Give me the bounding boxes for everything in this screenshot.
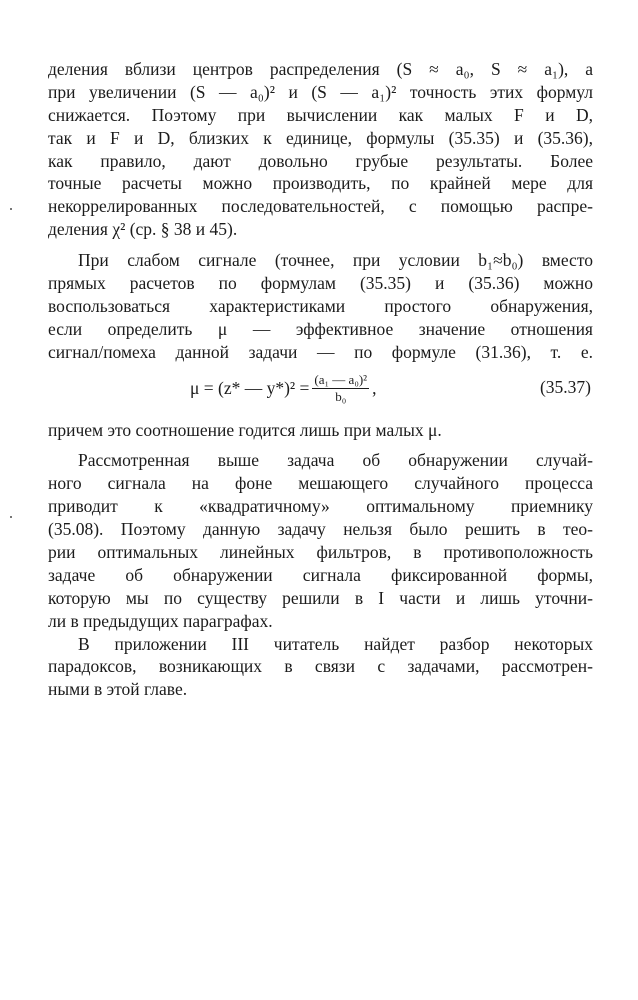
formula-lhs: μ = (z* — y*)² = <box>190 377 310 398</box>
text-line: прямых расчетов по формулам (35.35) и (35.36) можно <box>48 273 593 294</box>
text-line: точные расчеты можно производить, по крайней мере для <box>48 173 593 194</box>
formula-denominator: b₀ <box>335 388 347 404</box>
formula-35-37 <box>48 368 593 416</box>
paragraph-5 <box>48 633 593 702</box>
text-line: если определить μ — эффективное значение отношения <box>48 318 593 339</box>
paragraph-gap <box>48 241 593 249</box>
page-body <box>48 58 593 701</box>
paragraph-1 <box>48 58 593 241</box>
text-line: воспользоваться характеристиками простого обнаружения, <box>48 295 593 316</box>
text-line: снижается. Поэтому при вычислении как малых F и D, <box>48 104 593 125</box>
paragraph-3 <box>48 419 593 442</box>
paragraph-2 <box>48 249 593 363</box>
text-line: При слабом сигнале (точнее, при условии b₁≈b₀) вместо <box>78 250 593 271</box>
formula-tail: , <box>372 377 377 398</box>
text-line: рии оптимальных линейных фильтров, в противоположность <box>48 542 593 563</box>
text-line: ли в предыдущих параграфах. <box>48 610 273 631</box>
paragraph-4 <box>48 449 593 632</box>
text-line: Рассмотренная выше задача об обнаружении случай- <box>78 450 593 471</box>
text-line: приводит к «квадратичному» оптимальному приемнику <box>48 496 593 517</box>
text-line: которую мы по существу решили в I части и лишь уточни- <box>48 587 593 608</box>
text-line: задаче об обнаружении сигнала фиксированной формы, <box>48 564 593 585</box>
formula-expression <box>190 372 376 405</box>
text-line: парадоксов, возникающих в связи с задачами, рассмотрен- <box>48 656 593 677</box>
text-line: (35.08). Поэтому данную задачу нельзя было решить в тео- <box>48 519 593 540</box>
text-line: В приложении III читатель найдет разбор некоторых <box>78 633 593 654</box>
text-line: как правило, дают довольно грубые результаты. Более <box>48 150 593 171</box>
text-line: причем это соотношение годится лишь при малых μ. <box>48 419 442 440</box>
text-line: при увеличении (S — a₀)² и (S — a₁)² точность этих формул <box>48 81 593 102</box>
formula-numerator: (a₁ — a₀)² <box>314 371 368 387</box>
text-line: ного сигнала на фоне мешающего случайного процесса <box>48 473 593 494</box>
formula-fraction <box>312 372 369 405</box>
paragraph-gap <box>48 441 593 449</box>
text-line: так и F и D, близких к единице, формулы (35.35) и (35.36), <box>48 127 593 148</box>
equation-number: (35.37) <box>539 376 591 397</box>
margin-mark <box>10 516 12 518</box>
text-line: деления χ² (ср. § 38 и 45). <box>48 219 238 240</box>
text-line: сигнал/помеха данной задачи — по формуле (31.36), т. е. <box>48 341 593 362</box>
text-line: некоррелированных последовательностей, с помощью распре- <box>48 196 593 217</box>
margin-mark <box>10 208 12 210</box>
text-line: ными в этой главе. <box>48 679 188 700</box>
text-line: деления вблизи центров распределения (S ≈ a₀, S ≈ a₁), а <box>48 59 593 79</box>
